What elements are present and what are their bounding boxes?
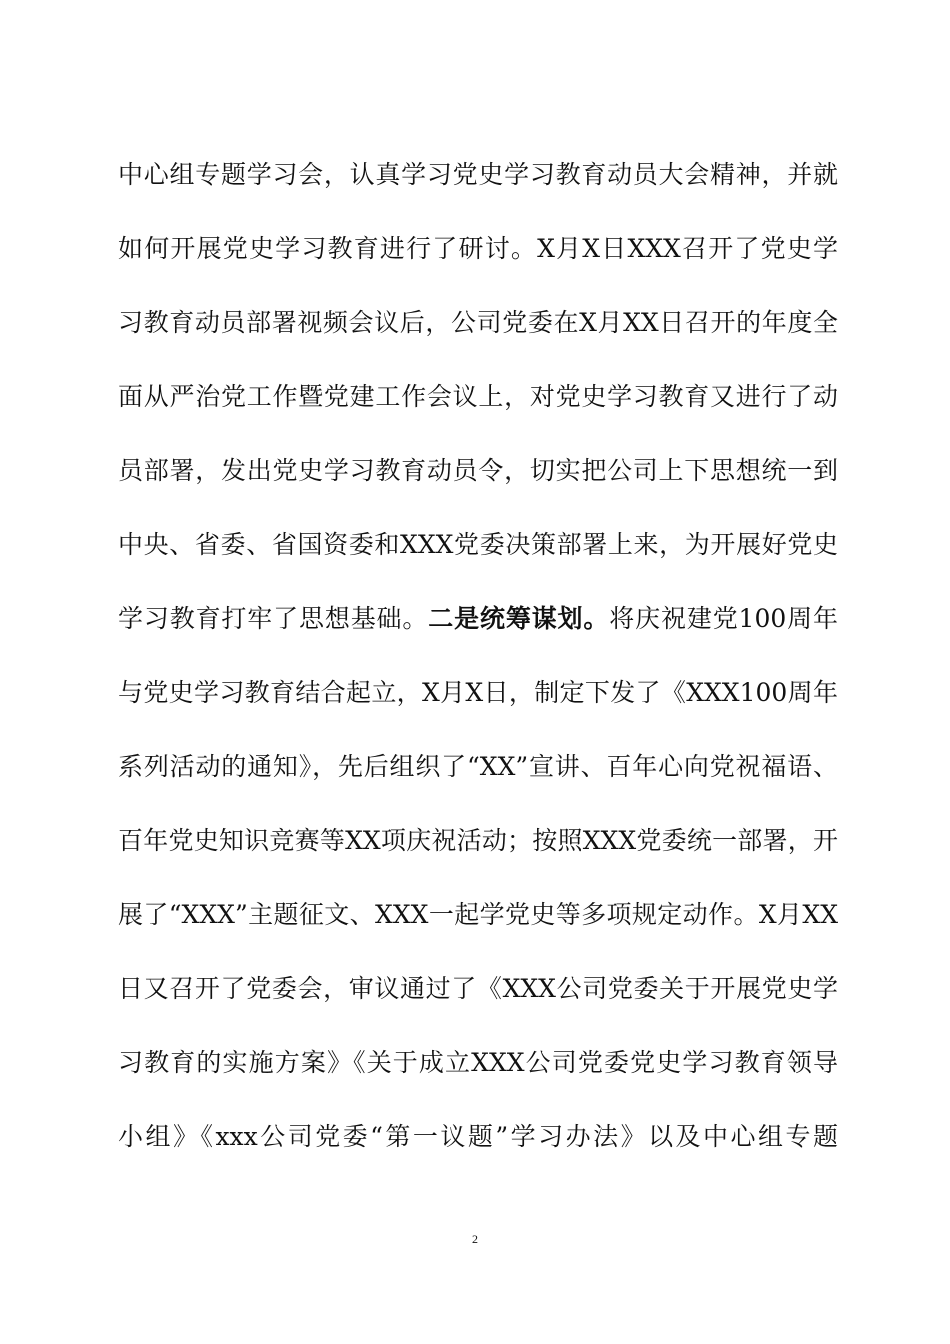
text-line-11: 展了“XXX”主题征文、XXX一起学党史等多项规定动作。X月XX xyxy=(118,900,838,929)
text-line-2: 如何开展党史学习教育进行了研讨。X月X日XXX召开了党史学 xyxy=(118,234,838,263)
text-line-7-end: 将庆祝建党100周年 xyxy=(609,604,838,633)
text-line-10: 百年党史知识竞赛等XX项庆祝活动；按照XXX党委统一部署，开 xyxy=(118,826,838,855)
text-line-12: 日又召开了党委会，审议通过了《XXX公司党委关于开展党史学 xyxy=(118,974,838,1003)
text-line-9: 系列活动的通知》，先后组织了“XX”宣讲、百年心向党祝福语、 xyxy=(118,752,838,781)
text-line-4: 面从严治党工作暨党建工作会议上，对党史学习教育又进行了动 xyxy=(118,382,838,411)
text-line-5: 员部署，发出党史学习教育动员令，切实把公司上下思想统一到 xyxy=(118,456,838,485)
bold-heading-tongchou: 二是统筹谋划。 xyxy=(428,604,610,633)
text-line-14: 小组》《xxx公司党委“第一议题”学习办法》以及中心组专题 xyxy=(118,1122,838,1151)
body-text xyxy=(118,150,838,1186)
text-line-13: 习教育的实施方案》《关于成立XXX公司党委党史学习教育领导 xyxy=(118,1048,838,1077)
text-line-8: 与党史学习教育结合起立，X月X日，制定下发了《XXX100周年 xyxy=(118,678,838,707)
text-line-3: 习教育动员部署视频会议后，公司党委在X月XX日召开的年度全 xyxy=(118,308,838,337)
text-line-7 xyxy=(118,594,838,668)
text-line-7-start: 学习教育打牢了思想基础。 xyxy=(118,604,429,633)
text-line-1: 中心组专题学习会，认真学习党史学习教育动员大会精神，并就 xyxy=(118,160,838,189)
text-line-6: 中央、省委、省国资委和XXX党委决策部署上来，为开展好党史 xyxy=(118,530,838,559)
page-number: 2 xyxy=(472,1232,478,1246)
